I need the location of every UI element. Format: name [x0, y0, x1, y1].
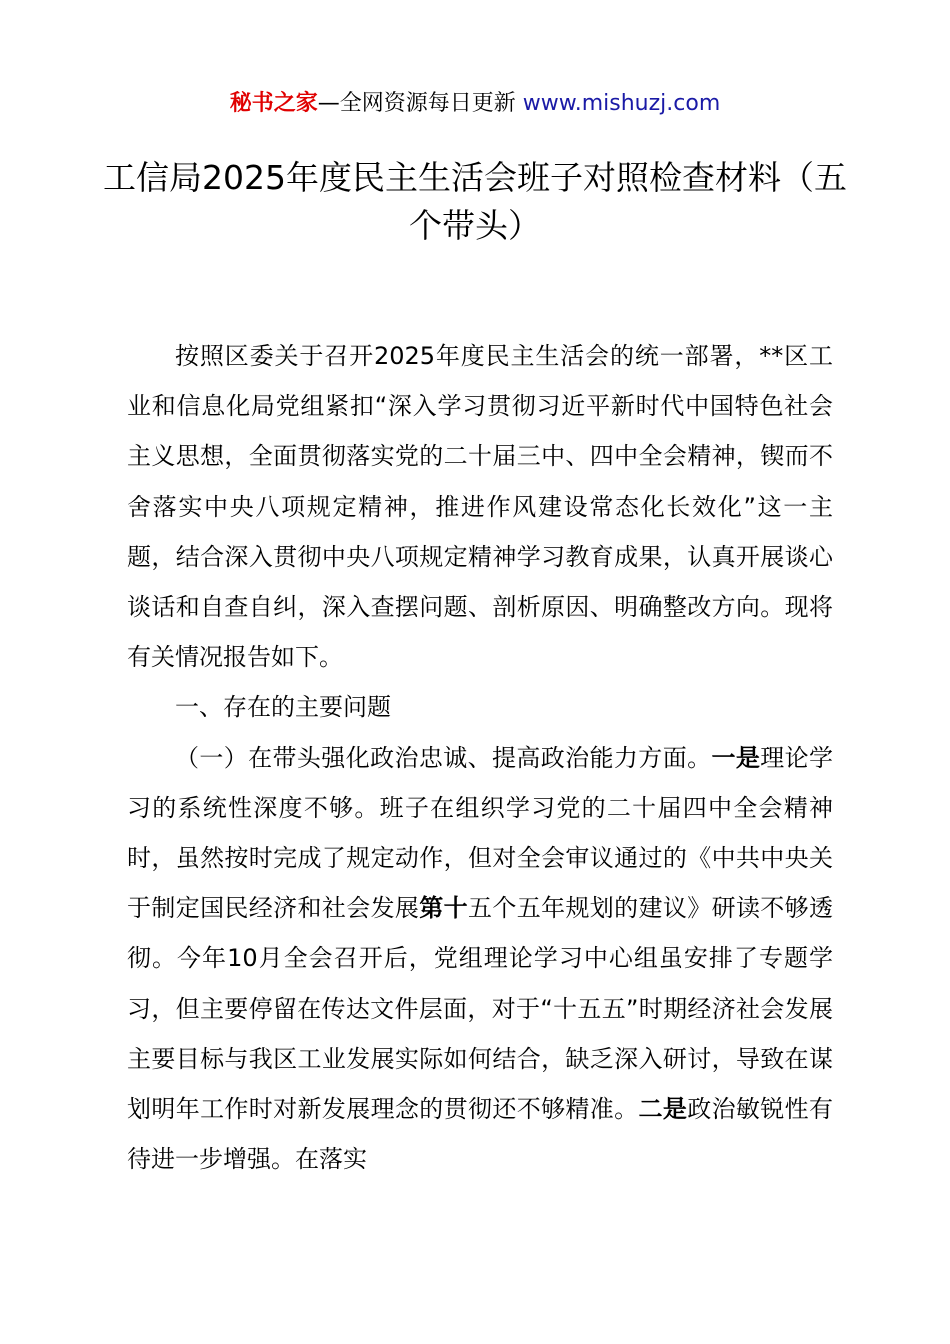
emphasis-text: 第十 — [419, 894, 469, 923]
subsection-heading: （一）在带头强化政治忠诚、提高政治能力方面。 — [175, 743, 712, 772]
paragraph-text: 五个五年规划的建议》研读不够透彻。今年10月全会召开后，党组理论学习中心组虽安排了专题学习，但主要停留在传达文件层面，对于“十五五”时期经济社会发展主要目标与我区工业发展实际如何结合，缺乏深入研讨，导致在谋划明年工作时对新发展理念的贯彻还不够精准。 — [127, 894, 834, 1124]
banner-slogan: —全网资源每日更新 — [317, 91, 523, 116]
document-title: 工信局2025年度民主生活会班子对照检查材料（五个带头） — [103, 158, 847, 245]
paragraph-text: 政治敏锐性有待进一步增强。在落实 — [127, 1095, 834, 1174]
section-heading: 一、存在的主要问题 — [175, 693, 391, 722]
point-marker-one: 一是 — [711, 743, 761, 772]
section-paragraph — [127, 733, 833, 1185]
site-url-link[interactable]: www.mishuzj.com — [522, 91, 721, 116]
intro-paragraph: 按照区委关于召开2025年度民主生活会的统一部署，**区工业和信息化局党组紧扣“深入学习贯彻习近平新时代中国特色社会主义思想，全面贯彻落实党的二十届三中、四中全会精神，锲而不舍落实中央八项规定精神，推进作风建设常态化长效化”这一主题，结合深入贯彻中央八项规定精神学习教育成果，认真开展谈心谈话和自查自纠，深入查摆问题、剖析原因、明确整改方向。现将有关情况报告如下。 — [127, 342, 833, 672]
paragraph-text: 理论学习的系统性深度不够。班子在组织学习党的二十届四中全会精神时，虽然按时完成了规定动作，但对全会审议通过的《中共中央关于制定国民经济和社会发展 — [127, 743, 834, 923]
document-body — [127, 331, 833, 1184]
brand-name: 秘书之家 — [229, 91, 318, 116]
point-marker-two: 二是 — [638, 1095, 688, 1124]
site-banner — [0, 88, 950, 120]
